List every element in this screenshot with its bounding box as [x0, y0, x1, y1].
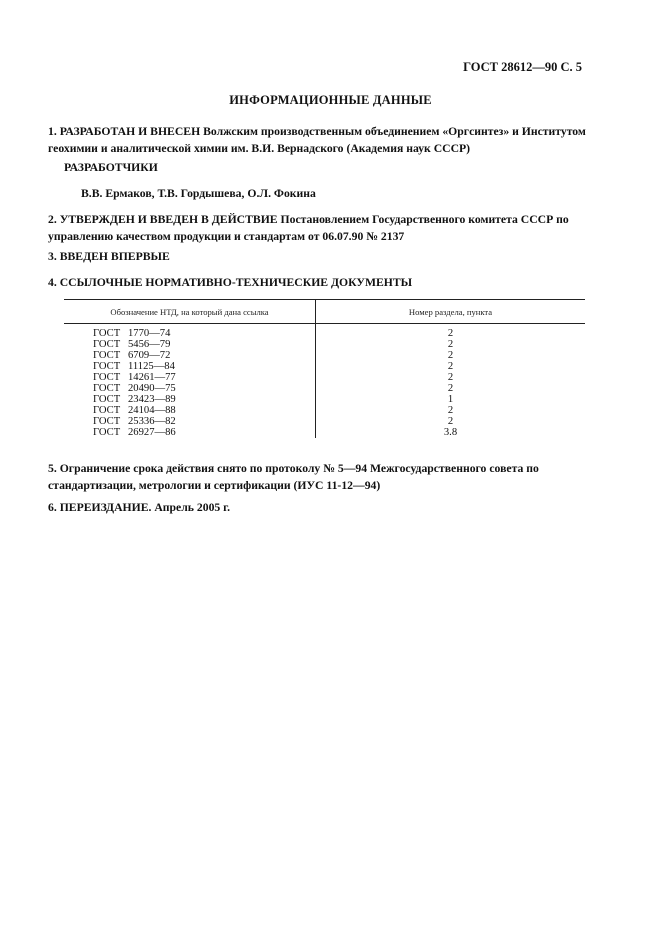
item-lead: УТВЕРЖДЕН И ВВЕДЕН В ДЕЙСТВИЕ — [59, 213, 278, 226]
ntd-designation-cell — [64, 324, 316, 340]
ntd-code: 11125—84 — [128, 361, 175, 372]
ntd-prefix: ГОСТ — [93, 339, 121, 350]
ntd-section-cell: 2 — [447, 416, 454, 427]
item-text: Волжским производственным объединением «Оргсинтез» и Институтом геохимии и аналитической химии им. В.И. Вернадского (Академия наук СССР) — [48, 125, 586, 155]
ntd-designation-cell — [64, 405, 316, 416]
developers-label: РАЗРАБОТЧИКИ — [64, 161, 158, 174]
ntd-section-cell: 2 — [447, 350, 454, 361]
ntd-code: 25336—82 — [128, 416, 176, 427]
ntd-designation-cell — [64, 372, 316, 383]
item-lead: РАЗРАБОТАН И ВНЕСЕН — [59, 125, 201, 138]
developers-names: В.В. Ермаков, Т.В. Гордышева, О.Л. Фокина — [81, 187, 316, 200]
ntd-code: 6709—72 — [128, 350, 171, 361]
ntd-designation-cell — [64, 339, 316, 350]
item-text: ПЕРЕИЗДАНИЕ. Апрель 2005 г. — [59, 501, 231, 514]
item-6-reissue — [48, 499, 588, 516]
ntd-code: 24104—88 — [128, 405, 176, 416]
item-text: ССЫЛОЧНЫЕ НОРМАТИВНО-ТЕХНИЧЕСКИЕ ДОКУМЕНТЫ — [59, 276, 413, 289]
ntd-prefix: ГОСТ — [93, 416, 121, 427]
table-row — [64, 394, 585, 405]
item-number: 3. — [48, 250, 57, 263]
ntd-code: 23423—89 — [128, 394, 176, 405]
ntd-section-cell: 1 — [447, 394, 454, 405]
ntd-code: 5456—79 — [128, 339, 171, 350]
table-row — [64, 383, 585, 394]
ntd-prefix: ГОСТ — [93, 350, 121, 361]
table-header-designation: Обозначение НТД, на который дана ссылка — [64, 300, 316, 324]
ntd-section-cell: 2 — [447, 405, 454, 416]
ntd-code: 1770—74 — [128, 328, 171, 339]
ntd-prefix: ГОСТ — [93, 427, 121, 438]
ntd-designation-cell — [64, 350, 316, 361]
item-number: 1. — [48, 125, 57, 138]
ntd-section-cell: 2 — [447, 328, 454, 339]
item-text: ВВЕДЕН ВПЕРВЫЕ — [59, 250, 170, 263]
table-row — [64, 405, 585, 416]
ntd-designation-cell — [64, 361, 316, 372]
table-row — [64, 416, 585, 427]
table-header-row — [64, 300, 585, 324]
item-text: Постановлением Государственного комитета СССР по управлению качеством продукции и стандартам от 06.07.90 № 2137 — [48, 213, 569, 243]
ntd-designation-cell — [64, 416, 316, 427]
page-header-doc-ref: ГОСТ 28612—90 С. 5 — [463, 60, 582, 74]
item-number: 6. — [48, 501, 57, 514]
ntd-prefix: ГОСТ — [93, 361, 121, 372]
table-row — [64, 339, 585, 350]
section-title: ИНФОРМАЦИОННЫЕ ДАННЫЕ — [229, 93, 432, 107]
ntd-code: 20490—75 — [128, 383, 176, 394]
table-body — [64, 324, 585, 439]
ntd-prefix: ГОСТ — [93, 372, 121, 383]
table-row — [64, 361, 585, 372]
item-5-validity-limit — [48, 460, 588, 494]
ntd-designation-cell — [64, 427, 316, 438]
ntd-section-cell: 2 — [447, 361, 454, 372]
table-header-section: Номер раздела, пункта — [316, 300, 586, 324]
ntd-section-cell: 2 — [447, 383, 454, 394]
table-row — [64, 324, 585, 340]
item-text: Ограничение срока действия снято по протоколу № 5—94 Межгосударственного совета по стандартизации, метрологии и сертификации (ИУС 11-12—94) — [48, 462, 539, 492]
ntd-designation-cell — [64, 394, 316, 405]
table-row — [64, 427, 585, 438]
ntd-section-cell: 3.8 — [443, 427, 458, 438]
item-1-developed — [48, 123, 588, 157]
ntd-code: 14261—77 — [128, 372, 176, 383]
ntd-prefix: ГОСТ — [93, 394, 121, 405]
item-number: 2. — [48, 213, 57, 226]
reference-documents-table — [64, 299, 585, 438]
table-row — [64, 372, 585, 383]
ntd-code: 26927—86 — [128, 427, 176, 438]
item-2-approved — [48, 211, 588, 245]
ntd-prefix: ГОСТ — [93, 405, 121, 416]
ntd-prefix: ГОСТ — [93, 383, 121, 394]
ntd-section-cell: 2 — [447, 339, 454, 350]
item-number: 5. — [48, 462, 57, 475]
item-number: 4. — [48, 276, 57, 289]
ntd-section-cell: 2 — [447, 372, 454, 383]
ntd-designation-cell — [64, 383, 316, 394]
ntd-prefix: ГОСТ — [93, 328, 121, 339]
item-4-reference-docs — [48, 274, 588, 291]
item-3-first-introduced — [48, 248, 588, 265]
table-row — [64, 350, 585, 361]
